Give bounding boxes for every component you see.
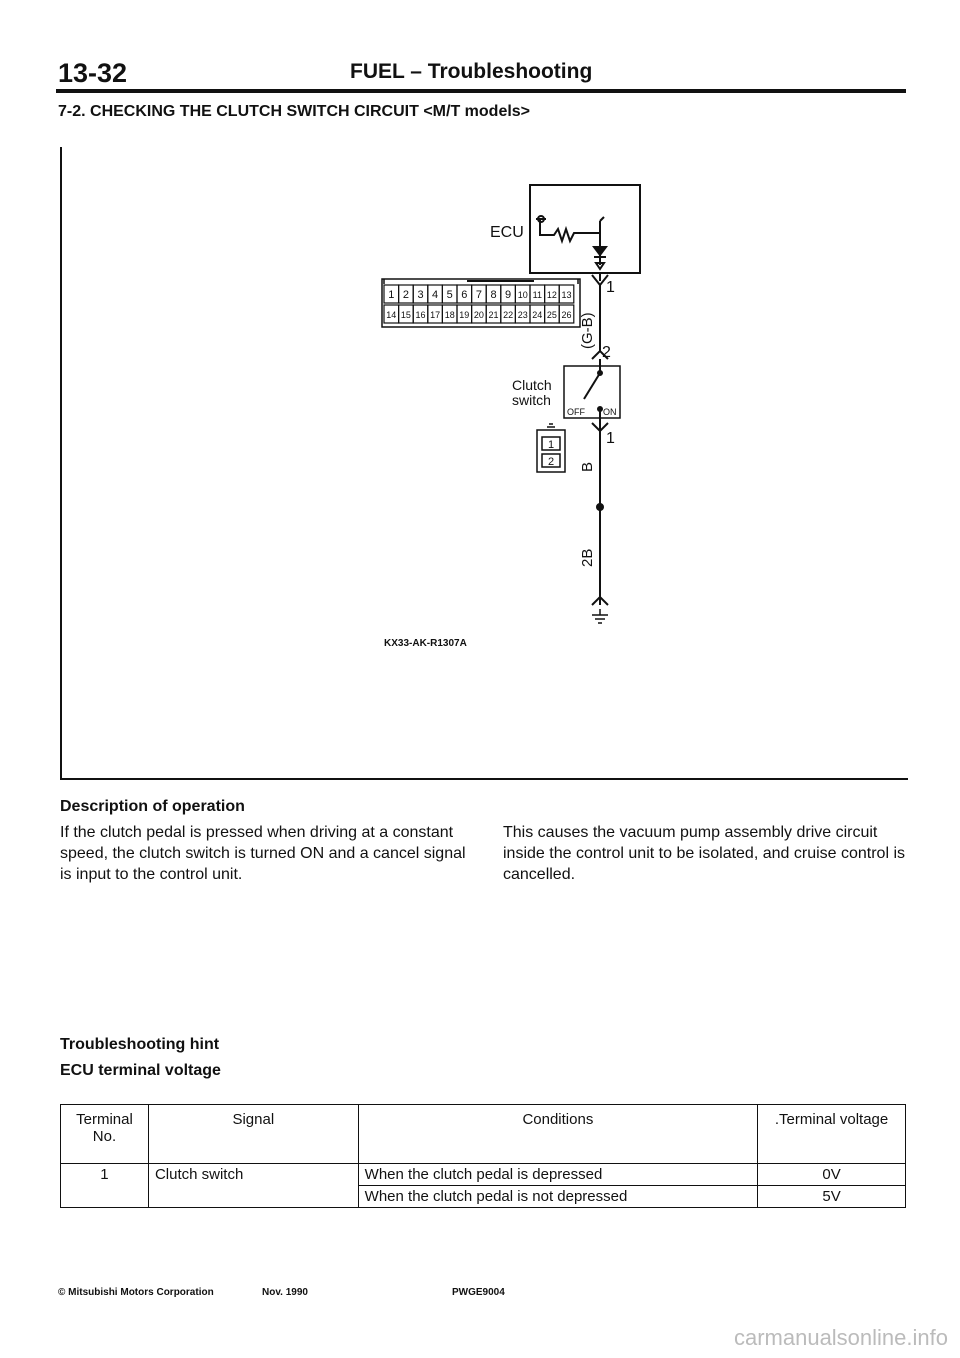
header-rule: [56, 89, 906, 93]
terminal-number: 1: [61, 1164, 149, 1208]
connector-pin-label: 21: [488, 310, 499, 320]
signal-name: Clutch switch: [148, 1164, 358, 1208]
troubleshooting-subtitle: ECU terminal voltage: [60, 1062, 221, 1079]
connector-pin-label: 10: [517, 290, 528, 300]
voltage-cell: 5V: [758, 1186, 906, 1208]
wire-color-bottom: B: [579, 461, 596, 472]
troubleshooting-title: Troubleshooting hint: [60, 1036, 220, 1053]
header-voltage: .Terminal voltage: [758, 1105, 906, 1164]
ground-icon: [592, 609, 608, 623]
switch-label-line1: Clutch: [512, 377, 552, 393]
connector-pin-label: 26: [561, 310, 572, 320]
connector-pin-label: 16: [415, 310, 426, 320]
footer-date: Nov. 1990: [262, 1287, 308, 1298]
pin-switch-bottom: 1: [606, 430, 615, 447]
voltage-cell: 0V: [758, 1164, 906, 1186]
connector-pin-label: 14: [386, 310, 397, 320]
connector-pin-label: 15: [400, 310, 411, 320]
connector-pin-label: 23: [517, 310, 528, 320]
mini-connector-pin-2: 2: [548, 456, 555, 468]
pin-ecu: 1: [606, 279, 615, 296]
connector-pin-label: 3: [417, 289, 424, 301]
ecu-internal-circuit-icon: [536, 216, 606, 269]
footer-copyright: © Mitsubishi Motors Corporation: [58, 1287, 214, 1298]
mini-connector-pin-1: 1: [548, 439, 555, 451]
switch-label-line2: switch: [512, 392, 551, 408]
table-row: [61, 1164, 906, 1186]
connector-pin-label: 5: [446, 289, 453, 301]
switch-off: OFF: [567, 407, 585, 417]
ecu-box: [530, 185, 640, 273]
watermark: carmanualsonline.info: [733, 1325, 948, 1350]
wiring-diagram: [62, 147, 908, 778]
pin-switch-top: 2: [602, 344, 611, 361]
footer-code: PWGE9004: [452, 1287, 505, 1298]
connector-pin-label: 1: [388, 289, 395, 301]
wire-color-top: (G-B): [579, 312, 596, 349]
connector-pin-label: 11: [532, 290, 542, 300]
connector-pin-label: 6: [461, 289, 468, 301]
switch-on: ON: [603, 407, 617, 417]
connector-pin-label: 12: [546, 290, 557, 300]
connector-pin-label: 4: [432, 289, 439, 301]
connector-pin-label: 19: [459, 310, 470, 320]
connector-pin-label: 17: [430, 310, 441, 320]
condition-cell: When the clutch pedal is not depressed: [358, 1186, 757, 1208]
connector-pin-label: 9: [505, 289, 512, 301]
connector-pin-label: 20: [473, 310, 484, 320]
connector-pin-label: 24: [532, 310, 543, 320]
header-conditions: Conditions: [358, 1105, 757, 1164]
connector-pin-label: 8: [490, 289, 497, 301]
ecu-label: ECU: [490, 224, 524, 241]
header-terminal: Terminal No.: [61, 1105, 149, 1164]
description-title: Description of operation: [60, 798, 245, 815]
switch-contact-icon: [584, 367, 602, 419]
ground-wire-label: 2B: [579, 548, 596, 567]
page-number: 13-32: [58, 58, 128, 88]
connector-pin-label: 2: [402, 289, 409, 301]
description-right: This causes the vacuum pump assembly drive circuit inside the control unit to be isolated, and cruise control is cancelled.: [503, 824, 906, 883]
connector-pin-label: 18: [444, 310, 455, 320]
section-heading: 7-2. CHECKING THE CLUTCH SWITCH CIRCUIT <M/T models>: [58, 103, 531, 120]
connector-pin-label: 7: [475, 289, 482, 301]
header-title: FUEL – Troubleshooting: [350, 60, 593, 83]
terminal-voltage-table: [60, 1104, 906, 1208]
condition-cell: When the clutch pedal is depressed: [358, 1164, 757, 1186]
connector-pin-label: 13: [561, 290, 572, 300]
description-left: If the clutch pedal is pressed when driving at a constant speed, the clutch switch is turned ON and a cancel signal is input to the control unit.: [60, 824, 466, 883]
header-signal: Signal: [148, 1105, 358, 1164]
connector-pin-label: 25: [546, 310, 557, 320]
figure-code: KX33-AK-R1307A: [384, 638, 467, 649]
table-header-row: [61, 1105, 906, 1164]
connector-pin-label: 22: [503, 310, 514, 320]
wiring-diagram-frame: [60, 147, 908, 780]
